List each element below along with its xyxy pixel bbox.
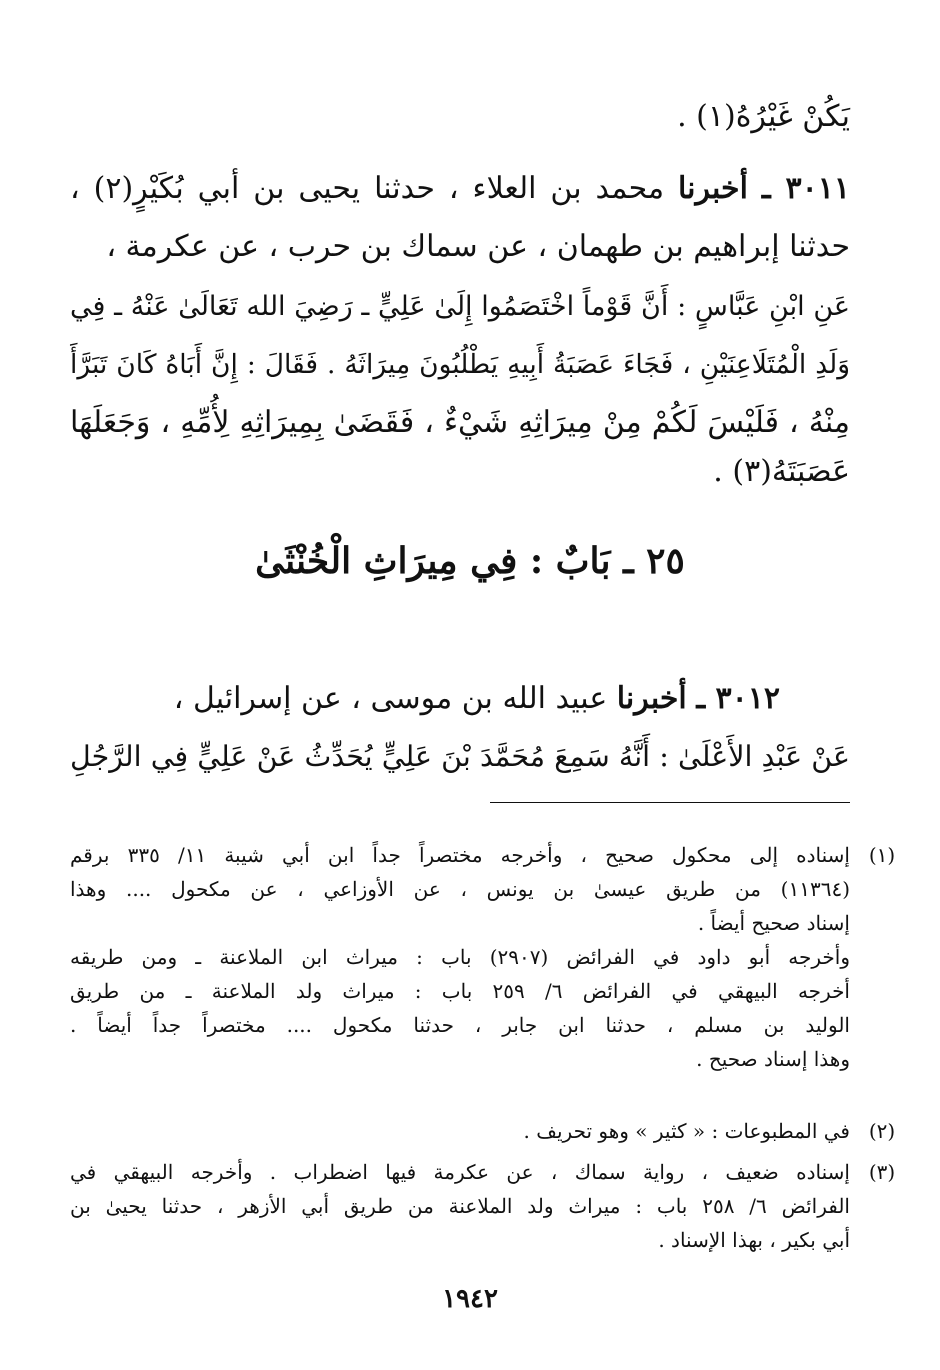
hadith-3012-isnad [70, 670, 850, 728]
footnote-3-line-3: أبي بكير ، بهذا الإسناد . [658, 1228, 850, 1252]
footnote-3 [70, 1155, 896, 1257]
footnote-1-line-3: إسناد صحيح أيضاً . [697, 911, 850, 935]
hadith-3011-isnad-line-2: حدثنا إبراهيم بن طهمان ، عن سماك بن حرب ، عن عكرمة ، [106, 229, 850, 264]
footnote-1-line-5: أخرجه البيهقي في الفرائض ٦/ ٢٥٩ باب : ميراث ولد الملاعنة ـ من طريق [70, 979, 850, 1003]
page-number: ١٩٤٢ [442, 1284, 498, 1314]
footnote-2-marker: (٢) [868, 1119, 896, 1143]
hadith-3011-matn-line-1: عَنِ ابْنِ عَبَّاسٍ : أَنَّ قَوْماً اخْتَصَمُوا إِلَىٰ عَلِيٍّ ـ رَضِيَ الله تَعَالَىٰ عَنْهُ ـ فِي [70, 291, 850, 322]
hadith-3012-matn [70, 728, 850, 786]
hadith-3011-isnad [70, 160, 850, 276]
hadith-3011-lead: أخبرنا [677, 171, 748, 206]
hadith-3011-isnad-text-1: محمد بن العلاء ، حدثنا يحيى بن أبي بُكَيْرٍ(٢) ، [70, 171, 665, 206]
hadith-3011-matn-line-4: عَصَبَتَهُ(٣) . [713, 454, 850, 489]
footnote-1-line-1: إسناده إلى محكول صحيح ، وأخرجه مختصراً جداً ابن أبي شيبة ١١/ ٣٣٥ برقم [70, 843, 850, 867]
footnote-1-line-6: الوليد بن مسلم ، حدثنا ابن جابر ، حدثنا مكحول .... مختصراً جداً أيضاً . [70, 1013, 850, 1037]
footnote-3-line-1: إسناده ضعيف ، رواية سماك ، عن عكرمة فيها اضطراب . وأخرجه البيهقي في [70, 1160, 850, 1184]
hadith-3011-isnad-line-1 [70, 160, 850, 218]
footnote-1-line-2: (١١٣٦٤) من طريق عيسىٰ بن يونس ، عن الأوزاعي ، عن مكحول .... وهذا [70, 877, 850, 901]
footnote-2 [70, 1114, 896, 1148]
hadith-3011-number: ٣٠١١ ـ [761, 171, 850, 206]
footnote-3-marker: (٣) [868, 1160, 896, 1184]
hadith-3011-matn [70, 278, 850, 492]
footnote-3-line-2: الفرائض ٦/ ٢٥٨ باب : ميراث ولد الملاعنة من طريق أبي الأزهر ، حدثنا يحيىٰ بن [70, 1194, 850, 1218]
continuation-text: يَكُنْ غَيْرُهُ(١) . [677, 99, 850, 134]
hadith-3012-lead: أخبرنا [616, 681, 687, 716]
footnote-1-line-7: وهذا إسناد صحيح . [696, 1047, 850, 1071]
continuation-line [70, 88, 850, 146]
hadith-3012-matn-line: عَنْ عَبْدِ الأَعْلَىٰ : أَنَّهُ سَمِعَ مُحَمَّدَ بْنَ عَلِيٍّ يُحَدِّثُ عَنْ عَلِيٍّ فِي الرَّجُلِ [70, 740, 850, 773]
hadith-3012-number: ٣٠١٢ ـ [696, 681, 780, 716]
hadith-3012-isnad-text: عبيد الله بن موسى ، عن إسرائيل ، [173, 681, 608, 716]
chapter-heading: ٢٥ ـ بَابٌ : فِي مِيرَاثِ الْخُنْثَىٰ [255, 540, 685, 582]
footnote-1 [70, 838, 896, 1076]
hadith-3011-matn-line-3: مِنْهُ ، فَلَيْسَ لَكُمْ مِنْ مِيرَاثِهِ شَيْءٌ ، فَقَضَىٰ بِمِيرَاثِهِ لِأُمِّهِ ، وَجَعَلَهَا [70, 405, 850, 440]
footnote-1-line-4: وأخرجه أبو داود في الفرائض (٢٩٠٧) باب : ميراث ابن الملاعنة ـ ومن طريقه [70, 945, 850, 969]
hadith-3011-matn-line-2: وَلَدِ الْمُتَلَاعِنَيْنِ ، فَجَاءَ عَصَبَةُ أَبِيهِ يَطْلُبُونَ مِيرَاثَهُ . فَقَالَ : إِنَّ أَبَاهُ كَانَ تَبَرَّأَ [70, 349, 850, 380]
footnote-separator [490, 802, 850, 803]
footnote-1-marker: (١) [868, 843, 896, 867]
hadith-3012-isnad-line [70, 670, 850, 728]
footnote-2-line-1: في المطبوعات : « كثير » وهو تحريف . [523, 1119, 850, 1143]
